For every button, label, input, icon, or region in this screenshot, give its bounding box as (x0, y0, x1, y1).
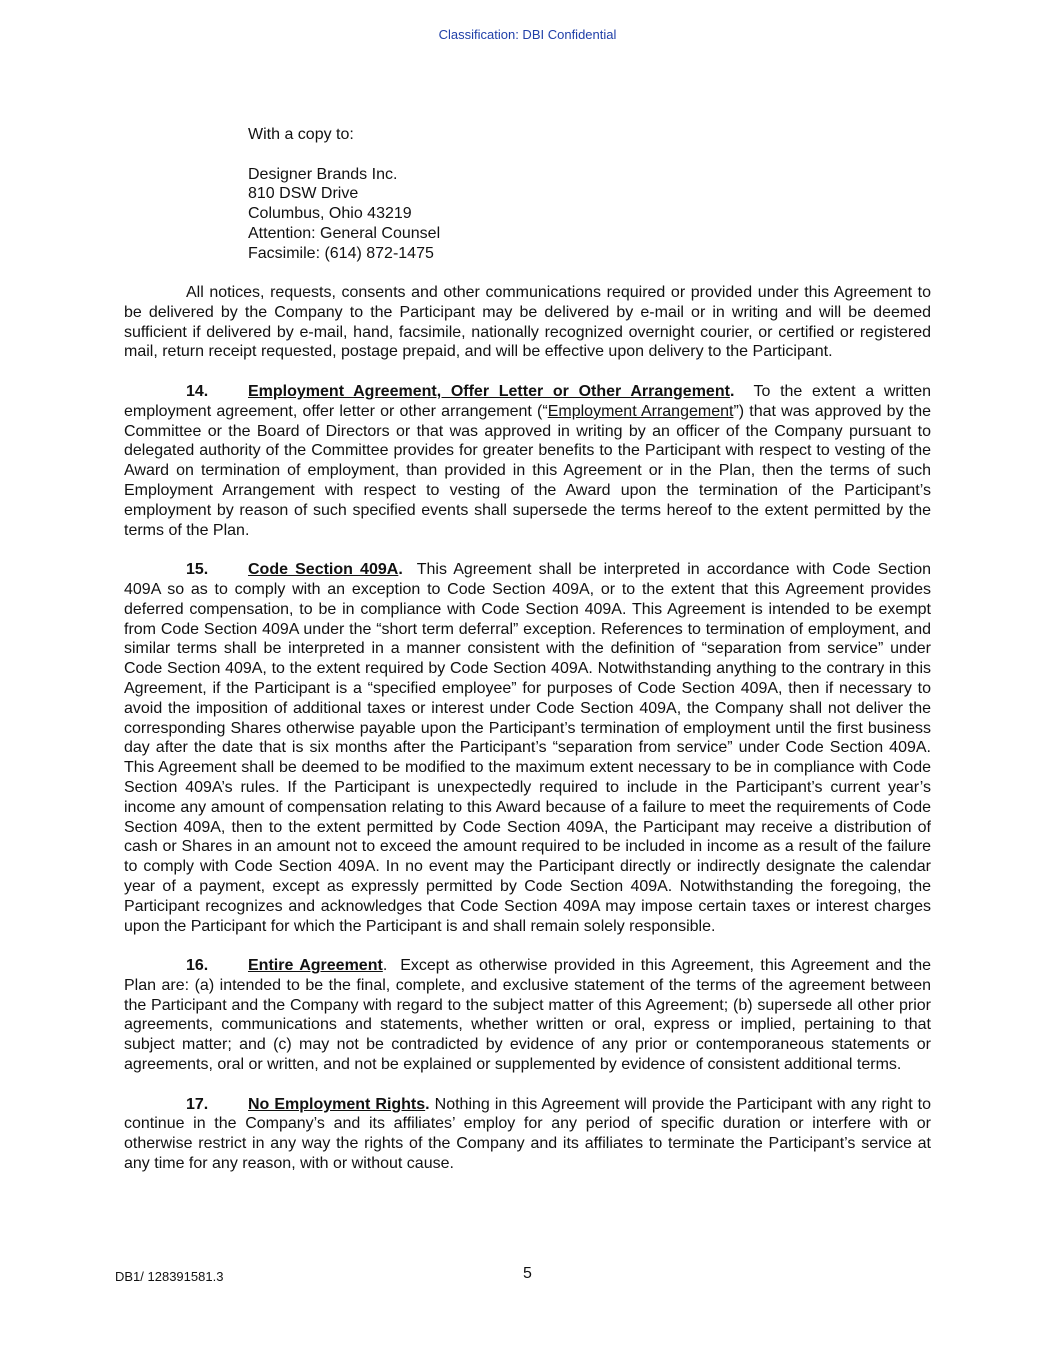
section-heading: No Employment Rights (248, 1095, 426, 1113)
address-line: Facsimile: (614) 872-1475 (248, 244, 434, 262)
section-text: Nothing in this Agreement will provide the Participant with any right to continue in the Company’s and its affiliates’ employ for any period of specific duration or interfere with or otherwise restrict in any way the rights of the Company and its affiliates to terminate the Participant’s service at any time for any reason, with or without cause. (124, 1095, 932, 1173)
address-line: Attention: General Counsel (248, 224, 441, 242)
notices-text: All notices, requests, consents and other communications required or provided under this Agreement to be delivered by the Company to the Participant may be delivered by e-mail or in writing and will be deemed sufficient if delivered by e-mail, hand, facsimile, nationally recognized overnight courier, or certified or registered mail, return receipt requested, postage prepaid, and will be effective upon delivery to the Participant. (124, 284, 931, 361)
copy-to-block (248, 125, 440, 264)
notices-paragraph (124, 283, 931, 362)
section-heading: Code Section 409A (248, 561, 399, 579)
section-text: ”) that was approved by the Committee or the Board of Directors or that was approved in writing by an officer of the Company pursuant to delegated authority of the Committee provides for greater benefits to the Participant with respect to vesting of the Award on termination of employment, than provided in this Agreement or in the Plan, then the terms of such Employment Arrangement with respect to vesting of the Award upon the termination of the Participant’s employment by reason of such specified events shall supersede the terms hereof to the extent permitted by the terms of the Plan. (124, 402, 931, 539)
document-id: DB1/ 128391581.3 (115, 1269, 224, 1284)
address-line: Designer Brands Inc. (248, 165, 398, 183)
section-heading: Employment Agreement, Offer Letter or Other Arrangement (248, 382, 730, 400)
section-text: This Agreement shall be interpreted in accordance with Code Section 409A so as to comply with an exception to Code Section 409A, or to the extent that this Agreement provides deferred compensation, to be in compliance with Code Section 409A. This Agreement is intended to be exempt from Code Section 409A under the “short term deferral” exception. References to termination of employment, and similar terms shall be interpreted in a manner consistent with the definition of “separation from service” under Code Section 409A, to the extent required by Code Section 409A. Notwithstanding anything to the contrary in this Agreement, if the Participant is a “specified employee” for purposes of Code Section 409A, then if necessary to avoid the imposition of additional taxes or interest under Code Section 409A, the Company shall not deliver the corresponding Shares otherwise payable upon the Participant’s termination of employment until the first business day after the date that is six months after the Participant’s “separation from service” under Code Section 409A. This Agreement shall be deemed to be modified to the maximum extent necessary to be in compliance with Code Section 409A’s rules. If the Participant is unexpectedly required to include in the Participant’s current year’s income any amount of compensation relating to this Award because of a failure to meet the requirements of Code Section 409A, then to the extent permitted by Code Section 409A, the Participant may receive a distribution of cash or Shares in an amount not to exceed the amount required to be included in income as a result of the failure to comply with Code Section 409A. In no event may the Participant directly or indirectly designate the calendar year of a payment, except as expressly permitted by Code Section 409A. Notwithstanding the foregoing, the Participant recognizes and acknowledges that Code Section 409A may impose certain taxes or interest charges upon the Participant for which the Participant is and shall remain solely responsible. (124, 561, 931, 935)
address-line: 810 DSW Drive (248, 185, 359, 203)
section-number: 15. (186, 561, 209, 579)
section-number: 17. (186, 1095, 209, 1113)
section-number: 14. (186, 382, 209, 400)
section-15: 15. Code Section 409A. This Agreement shall be interpreted in accordance with Code Section 409A so as to comply with an exception to Code Section 409A, or to the extent that this Agreement provides deferred compensation, to be in compliance with Code Section 409A. This Agreement is intended to be exempt from Code Section 409A under the “short term deferral” exception. References to termination of employment, and similar terms shall be interpreted in a manner consistent with the definition of “separation from service” under Code Section 409A, to the extent required by Code Section 409A. Notwithstanding anything to the contrary in this Agreement, if the Participant is a “specified employee” for purposes of Code Section 409A, then if necessary to avoid the imposition of additional taxes or interest under Code Section 409A, the Company shall not deliver the corresponding Shares otherwise payable upon the Participant’s termination of employment until the first business day after the date that is six months after the Participant’s “separation from service” under Code Section 409A. This Agreement shall be deemed to be modified to the maximum extent necessary to be in compliance with Code Section 409A’s rules. If the Participant is unexpectedly required to include in the Participant’s current year’s income any amount of compensation relating to this Award because of a failure to meet the requirements of Code Section 409A, then to the extent permitted by Code Section 409A, the Participant may receive a distribution of cash or Shares in an amount not to exceed the amount required to be included in income as a result of the failure to comply with Code Section 409A. In no event may the Participant directly or indirectly designate the calendar year of a payment, except as expressly permitted by Code Section 409A. Notwithstanding the foregoing, the Participant recognizes and acknowledges that Code Section 409A may impose certain taxes or interest charges upon the Participant for which the Participant is and shall remain solely responsible. (124, 561, 931, 935)
section-text: To the extent a written employment agreement, offer letter or other arrangement (“ (124, 382, 931, 420)
section-number: 16. (186, 957, 209, 975)
classification-header: Classification: DBI Confidential (438, 27, 617, 42)
document-body (124, 283, 931, 1194)
section-text: Except as otherwise provided in this Agreement, this Agreement and the Plan are: (a) intended to be the final, complete, and exclusive statement of the terms of the agreement between the Participant and the Company with regard to the subject matter of this Agreement; (b) supersede all other prior agreements, communications and statements, whether written or oral, express or implied, pertaining to that subject matter; and (c) may not be contradicted by evidence of any prior or contemporaneous statements or agreements, oral or written, and not be explained or supplemented by evidence of consistent additional terms. (124, 957, 932, 1074)
defined-term: Employment Arrangement (547, 402, 734, 420)
copy-to-label: With a copy to: (248, 126, 354, 143)
section-17: 17. No Employment Rights. Nothing in this Agreement will provide the Participant with any right to continue in the Company’s and its affiliates’ employ for any period of specific duration or interfere with or otherwise restrict in any way the rights of the Company and its affiliates to terminate the Participant’s service at any time for any reason, with or without cause. (124, 1095, 932, 1173)
address-block (248, 165, 440, 264)
section-16: 16. Entire Agreement. Except as otherwise provided in this Agreement, this Agreement and the Plan are: (a) intended to be the final, complete, and exclusive statement of the terms of the agreement between the Participant and the Company with regard to the subject matter of this Agreement; (b) supersede all other prior agreements, communications and statements, whether written or oral, express or implied, pertaining to that subject matter; and (c) may not be contradicted by evidence of any prior or contemporaneous statements or agreements, oral or written, and not be explained or supplemented by evidence of consistent additional terms. (124, 957, 932, 1074)
page-number: 5 (523, 1265, 532, 1282)
section-14: 14. Employment Agreement, Offer Letter or Other Arrangement. To the extent a written employment agreement, offer letter or other arrangement (“Employment Arrangement”) that was approved by the Committee or the Board of Directors or that was approved in writing by an officer of the Company pursuant to delegated authority of the Committee provides for greater benefits to the Participant with respect to vesting of the Award on termination of employment, than provided in this Agreement or in the Plan, then the terms of such Employment Arrangement with respect to vesting of the Award upon the termination of the Participant’s employment by reason of such specified events shall supersede the terms hereof to the extent permitted by the terms of the Plan. (124, 382, 931, 539)
section-heading: Entire Agreement (248, 957, 383, 975)
address-line: Columbus, Ohio 43219 (248, 205, 412, 223)
